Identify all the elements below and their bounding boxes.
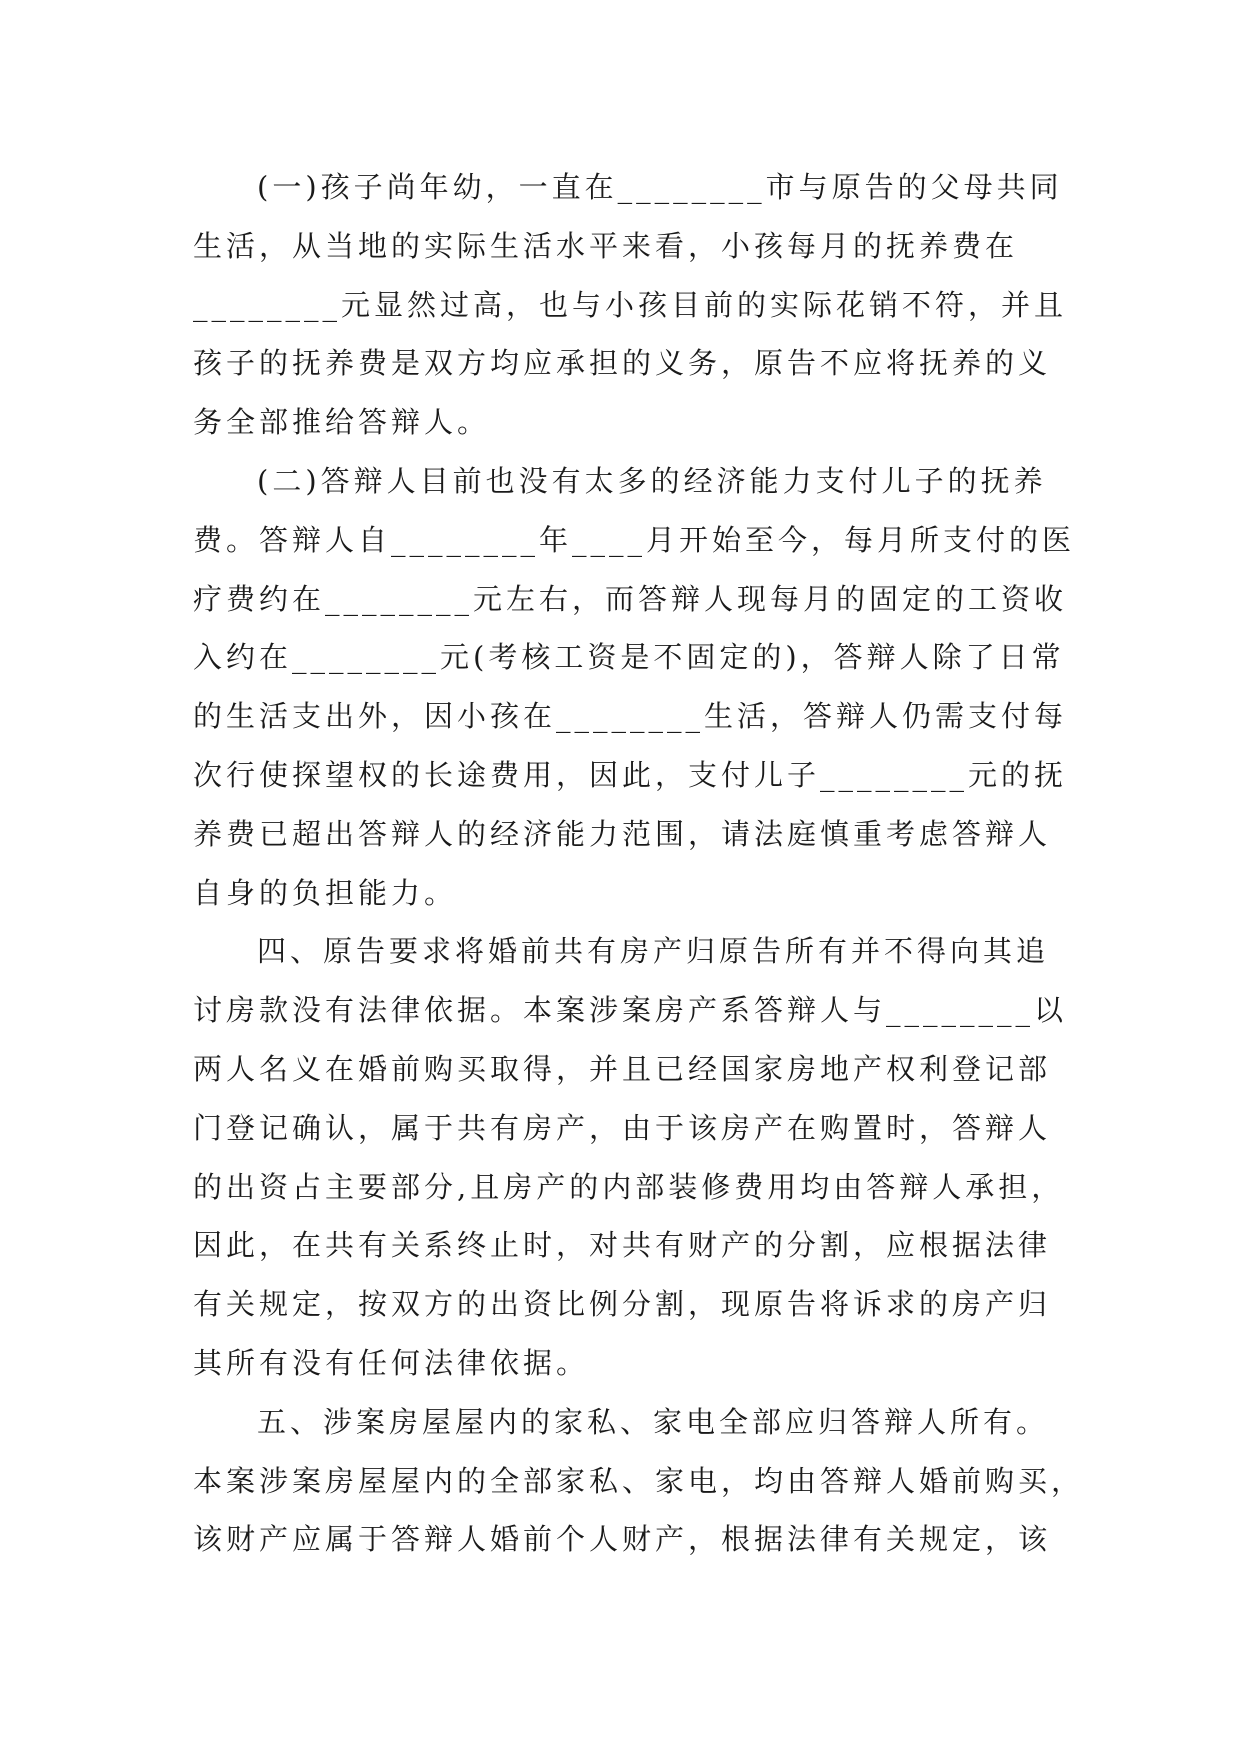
paragraph-4-line-2: 本案涉案房屋屋内的全部家私、家电，均由答辩人婚前购买， (193, 1463, 1085, 1498)
paragraph-3-line-5: 的出资占主要部分,且房产的内部装修费用均由答辩人承担， (193, 1169, 1065, 1204)
paragraph-2-line-5: 的生活支出外，因小孩在________生活，答辩人仍需支付每 (193, 699, 1068, 734)
paragraph-1-line-1: (一)孩子尚年幼，一直在________市与原告的父母共同 (257, 170, 1063, 204)
paragraph-2-line-4: 入约在________元(考核工资是不固定的)，答辩人除了日常 (193, 640, 1065, 675)
paragraph-3-line-8: 其所有没有任何法律依据。 (193, 1345, 590, 1380)
paragraph-1-line-3: ________元显然过高，也与小孩目前的实际花销不符，并且 (193, 287, 1068, 322)
paragraph-2-line-1: (二)答辩人目前也没有太多的经济能力支付儿子的抚养 (257, 463, 1047, 498)
paragraph-2-line-3: 疗费约在________元左右，而答辩人现每月的固定的工资收 (193, 581, 1068, 616)
paragraph-4-line-3: 该财产应属于答辩人婚前个人财产，根据法律有关规定，该 (193, 1522, 1052, 1557)
paragraph-1-line-5: 务全部推给答辩人。 (193, 405, 491, 440)
paragraph-4-line-1: 五、涉案房屋屋内的家私、家电全部应归答辩人所有。 (257, 1404, 1050, 1439)
paragraph-2-line-6: 次行使探望权的长途费用，因此，支付儿子________元的抚 (193, 757, 1068, 792)
paragraph-3-line-3: 两人名义在婚前购买取得，并且已经国家房地产权利登记部 (193, 1051, 1052, 1086)
paragraph-1-line-4: 孩子的抚养费是双方均应承担的义务，原告不应将抚养的义 (193, 346, 1052, 381)
paragraph-2-line-7: 养费已超出答辩人的经济能力范围，请法庭慎重考虑答辩人 (193, 816, 1052, 851)
paragraph-1-line-2: 生活，从当地的实际生活水平来看，小孩每月的抚养费在 (193, 228, 1019, 263)
paragraph-2-line-8: 自身的负担能力。 (193, 875, 458, 910)
paragraph-3-line-6: 因此，在共有关系终止时，对共有财产的分割，应根据法律 (193, 1228, 1052, 1263)
document-body (193, 158, 1085, 1569)
paragraph-2-line-2: 费。答辩人自________年____月开始至今，每月所支付的医 (193, 522, 1076, 557)
paragraph-3-line-4: 门登记确认，属于共有房产，由于该房产在购置时，答辩人 (193, 1110, 1052, 1145)
paragraph-3-line-2: 讨房款没有法律依据。本案涉案房产系答辩人与________以 (193, 993, 1068, 1028)
paragraph-3-line-1: 四、原告要求将婚前共有房产归原告所有并不得向其追 (257, 934, 1050, 969)
paragraph-3-line-7: 有关规定，按双方的出资比例分割，现原告将诉求的房产归 (193, 1287, 1052, 1322)
